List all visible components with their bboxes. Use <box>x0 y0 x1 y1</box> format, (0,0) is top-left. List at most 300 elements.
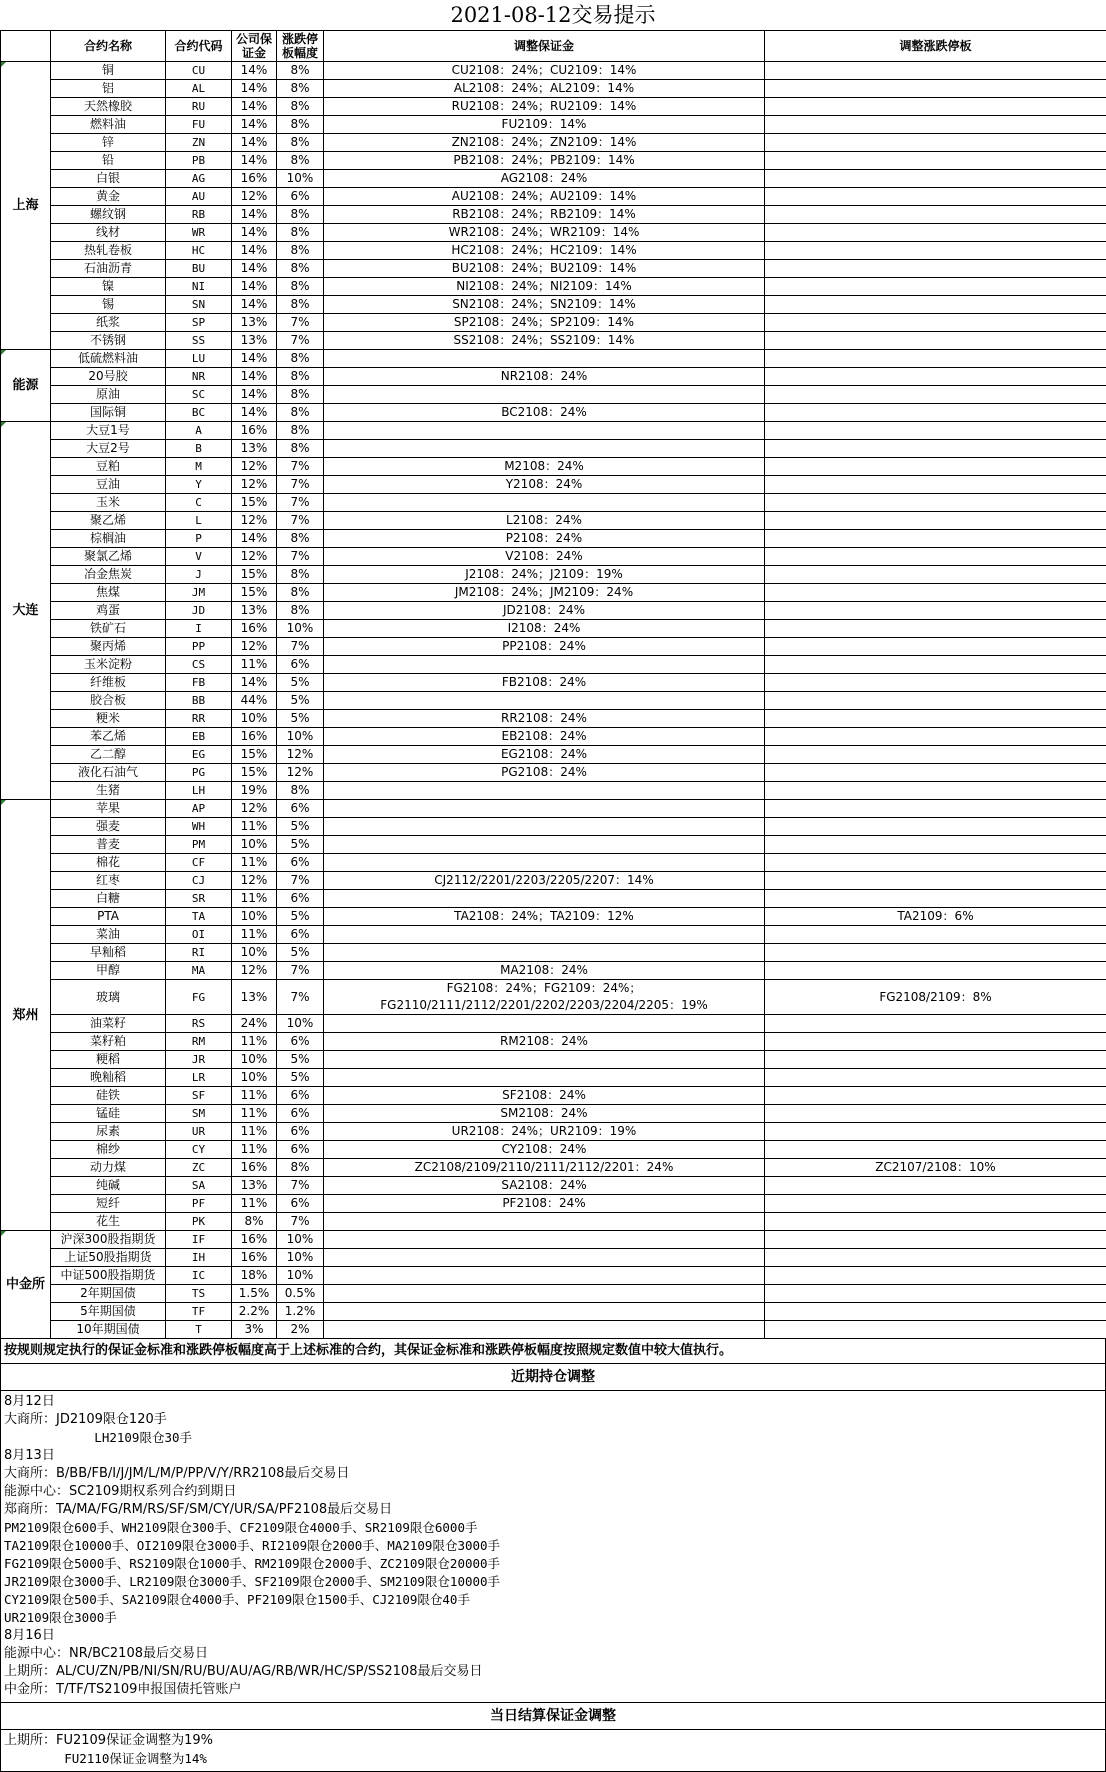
contract-name-cell: 动力煤 <box>51 1159 166 1177</box>
adjusted-limit-cell <box>765 440 1106 458</box>
company-margin-cell: 14% <box>232 98 277 116</box>
contract-code-cell: PG <box>166 764 232 782</box>
contract-row <box>1 1285 1106 1303</box>
company-margin-cell: 14% <box>232 80 277 98</box>
limit-range-cell: 8% <box>277 296 324 314</box>
cell-corner-marker <box>1 62 6 67</box>
contract-code-cell: FB <box>166 674 232 692</box>
contract-row <box>1 1015 1106 1033</box>
contract-code-cell: BU <box>166 260 232 278</box>
limit-range-cell: 6% <box>277 1123 324 1141</box>
company-margin-cell: 10% <box>232 836 277 854</box>
contract-row <box>1 746 1106 764</box>
adjusted-limit-cell <box>765 926 1106 944</box>
adjusted-margin-cell: SS2108：24%；SS2109：14% <box>324 332 765 350</box>
adjusted-limit-cell <box>765 1195 1106 1213</box>
adjusted-limit-cell <box>765 206 1106 224</box>
company-margin-cell: 24% <box>232 1015 277 1033</box>
settlement-margin-block <box>0 1730 1106 1772</box>
contract-name-cell: 国际铜 <box>51 404 166 422</box>
limit-range-cell: 7% <box>277 332 324 350</box>
limit-range-cell: 8% <box>277 440 324 458</box>
contract-name-cell: 热轧卷板 <box>51 242 166 260</box>
contract-name-cell: 苯乙烯 <box>51 728 166 746</box>
adjusted-margin-cell <box>324 818 765 836</box>
contract-code-cell: CU <box>166 62 232 80</box>
company-margin-cell: 10% <box>232 1069 277 1087</box>
contract-code-cell: T <box>166 1321 232 1339</box>
adjusted-limit-cell <box>765 404 1106 422</box>
adjusted-margin-cell: P2108：24% <box>324 530 765 548</box>
contract-name-cell: 粳稻 <box>51 1051 166 1069</box>
adjusted-margin-cell: EG2108：24% <box>324 746 765 764</box>
company-margin-cell: 14% <box>232 530 277 548</box>
limit-range-cell: 8% <box>277 116 324 134</box>
adjusted-margin-cell: AL2108：24%；AL2109：14% <box>324 80 765 98</box>
contract-row <box>1 656 1106 674</box>
contract-code-cell: RM <box>166 1033 232 1051</box>
limit-range-cell: 8% <box>277 98 324 116</box>
company-margin-cell: 3% <box>232 1321 277 1339</box>
adjusted-limit-cell <box>765 1141 1106 1159</box>
contract-name-cell: 铁矿石 <box>51 620 166 638</box>
contract-row <box>1 116 1106 134</box>
limit-range-cell: 7% <box>277 476 324 494</box>
position-line: PM2109限仓600手、WH2109限仓300手、CF2109限仓4000手、SR2109限仓6000手 <box>4 1519 1102 1537</box>
adjusted-limit-cell <box>765 800 1106 818</box>
adjusted-limit-cell <box>765 1267 1106 1285</box>
contract-row <box>1 818 1106 836</box>
contract-name-cell: 锡 <box>51 296 166 314</box>
contract-name-cell: PTA <box>51 908 166 926</box>
position-line: JR2109限仓3000手、LR2109限仓3000手、SF2109限仓2000手、SM2109限仓10000手 <box>4 1573 1102 1591</box>
adjusted-margin-cell: I2108：24% <box>324 620 765 638</box>
contract-code-cell: CF <box>166 854 232 872</box>
company-margin-cell: 18% <box>232 1267 277 1285</box>
contract-row <box>1 278 1106 296</box>
position-line: 大商所：JD2109限仓120手 <box>4 1411 1102 1429</box>
adjusted-margin-cell: PP2108：24% <box>324 638 765 656</box>
adjusted-margin-cell: PG2108：24% <box>324 764 765 782</box>
adjusted-margin-cell <box>324 1267 765 1285</box>
company-margin-cell: 13% <box>232 314 277 332</box>
adjusted-limit-cell <box>765 548 1106 566</box>
adjusted-margin-cell: RR2108：24% <box>324 710 765 728</box>
contract-code-cell: CS <box>166 656 232 674</box>
contract-name-cell: 2年期国债 <box>51 1285 166 1303</box>
contract-row <box>1 1195 1106 1213</box>
contract-row <box>1 476 1106 494</box>
contract-row <box>1 422 1106 440</box>
contract-code-cell: PK <box>166 1213 232 1231</box>
limit-range-cell: 8% <box>277 134 324 152</box>
contract-code-cell: RU <box>166 98 232 116</box>
adjusted-limit-cell <box>765 1177 1106 1195</box>
adjusted-limit-cell <box>765 1213 1106 1231</box>
contract-row <box>1 98 1106 116</box>
limit-range-cell: 5% <box>277 692 324 710</box>
contract-row <box>1 1303 1106 1321</box>
adjusted-margin-cell: Y2108：24% <box>324 476 765 494</box>
header-contract-name: 合约名称 <box>51 31 166 62</box>
adjusted-limit-cell <box>765 1303 1106 1321</box>
position-line: 8月13日 <box>4 1447 1102 1465</box>
company-margin-cell: 11% <box>232 1195 277 1213</box>
limit-range-cell: 8% <box>277 152 324 170</box>
limit-range-cell: 7% <box>277 1213 324 1231</box>
contract-row <box>1 1069 1106 1087</box>
adjusted-margin-cell <box>324 656 765 674</box>
company-margin-cell: 14% <box>232 206 277 224</box>
contract-code-cell: LU <box>166 350 232 368</box>
position-line: LH2109限仓30手 <box>4 1429 1102 1447</box>
contract-code-cell: SF <box>166 1087 232 1105</box>
contract-code-cell: TA <box>166 908 232 926</box>
contract-code-cell: WR <box>166 224 232 242</box>
contract-row <box>1 314 1106 332</box>
contract-name-cell: 豆粕 <box>51 458 166 476</box>
contract-name-cell: 玉米淀粉 <box>51 656 166 674</box>
contract-row <box>1 854 1106 872</box>
contract-code-cell: EB <box>166 728 232 746</box>
company-margin-cell: 14% <box>232 224 277 242</box>
adjusted-margin-cell: AU2108：24%；AU2109：14% <box>324 188 765 206</box>
adjusted-margin-cell: BU2108：24%；BU2109：14% <box>324 260 765 278</box>
company-margin-cell: 11% <box>232 1087 277 1105</box>
adjusted-limit-cell <box>765 854 1106 872</box>
contract-code-cell: SA <box>166 1177 232 1195</box>
adjusted-margin-cell <box>324 836 765 854</box>
contract-code-cell: CJ <box>166 872 232 890</box>
contract-name-cell: 大豆2号 <box>51 440 166 458</box>
limit-range-cell: 7% <box>277 548 324 566</box>
contract-code-cell: SS <box>166 332 232 350</box>
limit-range-cell: 8% <box>277 80 324 98</box>
adjusted-margin-cell <box>324 1015 765 1033</box>
company-margin-cell: 14% <box>232 62 277 80</box>
limit-range-cell: 10% <box>277 1249 324 1267</box>
position-line: 8月12日 <box>4 1393 1102 1411</box>
contract-row <box>1 620 1106 638</box>
contract-code-cell: Y <box>166 476 232 494</box>
position-line: CY2109限仓500手、SA2109限仓4000手、PF2109限仓1500手、CJ2109限仓40手 <box>4 1591 1102 1609</box>
contract-name-cell: 玉米 <box>51 494 166 512</box>
limit-range-cell: 6% <box>277 800 324 818</box>
limit-range-cell: 7% <box>277 1177 324 1195</box>
limit-range-cell: 8% <box>277 530 324 548</box>
contract-code-cell: B <box>166 440 232 458</box>
limit-range-cell: 8% <box>277 350 324 368</box>
company-margin-cell: 15% <box>232 764 277 782</box>
exchange-cell <box>1 62 51 350</box>
contract-code-cell: OI <box>166 926 232 944</box>
contract-code-cell: NI <box>166 278 232 296</box>
adjusted-limit-cell <box>765 818 1106 836</box>
contract-code-cell: SR <box>166 890 232 908</box>
contract-row <box>1 350 1106 368</box>
contract-name-cell: 棕榈油 <box>51 530 166 548</box>
adjusted-limit-cell <box>765 422 1106 440</box>
adjusted-margin-cell <box>324 494 765 512</box>
contract-code-cell: LH <box>166 782 232 800</box>
limit-range-cell: 5% <box>277 674 324 692</box>
contract-code-cell: J <box>166 566 232 584</box>
contract-name-cell: 粳米 <box>51 710 166 728</box>
adjusted-limit-cell: ZC2107/2108：10% <box>765 1159 1106 1177</box>
contract-name-cell: 早籼稻 <box>51 944 166 962</box>
limit-range-cell: 8% <box>277 584 324 602</box>
contract-name-cell: 锰硅 <box>51 1105 166 1123</box>
contract-name-cell: 白糖 <box>51 890 166 908</box>
company-margin-cell: 16% <box>232 1159 277 1177</box>
company-margin-cell: 19% <box>232 782 277 800</box>
contract-name-cell: 镍 <box>51 278 166 296</box>
contract-code-cell: FU <box>166 116 232 134</box>
position-line: 上期所：AL/CU/ZN/PB/NI/SN/RU/BU/AU/AG/RB/WR/HC/SP/SS2108最后交易日 <box>4 1663 1102 1681</box>
adjusted-limit-cell <box>765 296 1106 314</box>
position-line: 8月16日 <box>4 1627 1102 1645</box>
adjusted-margin-cell: RM2108：24% <box>324 1033 765 1051</box>
company-margin-cell: 15% <box>232 494 277 512</box>
adjusted-margin-cell <box>324 890 765 908</box>
adjusted-limit-cell <box>765 512 1106 530</box>
adjusted-margin-cell: FG2108：24%；FG2109：24%； FG2110/2111/2112/2201/2202/2203/2204/2205：19% <box>324 980 765 1015</box>
exchange-name: 大连 <box>12 603 38 618</box>
limit-range-cell: 5% <box>277 1051 324 1069</box>
company-margin-cell: 14% <box>232 404 277 422</box>
limit-range-cell: 5% <box>277 1069 324 1087</box>
adjusted-limit-cell <box>765 1321 1106 1339</box>
adjusted-margin-cell <box>324 1231 765 1249</box>
adjusted-margin-cell <box>324 944 765 962</box>
contract-row <box>1 1123 1106 1141</box>
contract-row <box>1 1177 1106 1195</box>
adjusted-margin-cell: BC2108：24% <box>324 404 765 422</box>
limit-range-cell: 5% <box>277 818 324 836</box>
contract-name-cell: 燃料油 <box>51 116 166 134</box>
adjusted-limit-cell <box>765 260 1106 278</box>
contract-name-cell: 冶金焦炭 <box>51 566 166 584</box>
settlement-line: 上期所：FU2109保证金调整为19% <box>4 1732 1102 1750</box>
contract-code-cell: SN <box>166 296 232 314</box>
limit-range-cell: 7% <box>277 314 324 332</box>
cell-corner-marker <box>1 422 6 427</box>
contract-code-cell: JD <box>166 602 232 620</box>
company-margin-cell: 12% <box>232 476 277 494</box>
contract-row <box>1 710 1106 728</box>
adjusted-limit-cell <box>765 944 1106 962</box>
contract-row <box>1 980 1106 1015</box>
adjusted-margin-cell: ZC2108/2109/2110/2111/2112/2201：24% <box>324 1159 765 1177</box>
limit-range-cell: 8% <box>277 368 324 386</box>
company-margin-cell: 15% <box>232 584 277 602</box>
position-line: 中金所：T/TF/TS2109申报国债托管账户 <box>4 1681 1102 1699</box>
adjusted-margin-cell: SP2108：24%；SP2109：14% <box>324 314 765 332</box>
adjusted-limit-cell <box>765 1105 1106 1123</box>
limit-range-cell: 6% <box>277 1087 324 1105</box>
company-margin-cell: 11% <box>232 854 277 872</box>
contract-row <box>1 674 1106 692</box>
limit-range-cell: 6% <box>277 1105 324 1123</box>
adjusted-limit-cell <box>765 476 1106 494</box>
contract-row <box>1 1213 1106 1231</box>
company-margin-cell: 11% <box>232 890 277 908</box>
adjusted-margin-cell: L2108：24% <box>324 512 765 530</box>
contract-code-cell: RS <box>166 1015 232 1033</box>
adjusted-margin-cell: CY2108：24% <box>324 1141 765 1159</box>
adjusted-limit-cell <box>765 584 1106 602</box>
contract-code-cell: L <box>166 512 232 530</box>
adjusted-margin-cell: M2108：24% <box>324 458 765 476</box>
adjusted-margin-cell: HC2108：24%；HC2109：14% <box>324 242 765 260</box>
contract-row <box>1 1159 1106 1177</box>
contract-row <box>1 584 1106 602</box>
contract-row <box>1 728 1106 746</box>
contract-name-cell: 焦煤 <box>51 584 166 602</box>
contract-name-cell: 苹果 <box>51 800 166 818</box>
cell-corner-marker <box>1 1231 6 1236</box>
contract-row <box>1 692 1106 710</box>
company-margin-cell: 10% <box>232 944 277 962</box>
limit-range-cell: 8% <box>277 422 324 440</box>
adjusted-limit-cell <box>765 962 1106 980</box>
limit-range-cell: 8% <box>277 260 324 278</box>
margin-table-body <box>1 31 1106 1339</box>
contract-name-cell: 硅铁 <box>51 1087 166 1105</box>
contract-code-cell: HC <box>166 242 232 260</box>
limit-range-cell: 7% <box>277 980 324 1015</box>
contract-name-cell: 低硫燃料油 <box>51 350 166 368</box>
settlement-line: FU2110保证金调整为14% <box>4 1750 1102 1768</box>
limit-range-cell: 7% <box>277 962 324 980</box>
rule-note: 按规则规定执行的保证金标准和涨跌停板幅度高于上述标准的合约，其保证金标准和涨跌停板幅度按照规定数值中较大值执行。 <box>0 1339 1106 1364</box>
adjusted-margin-cell <box>324 782 765 800</box>
contract-row <box>1 386 1106 404</box>
contract-name-cell: 短纤 <box>51 1195 166 1213</box>
adjusted-limit-cell <box>765 1123 1106 1141</box>
cell-corner-marker <box>1 350 6 355</box>
company-margin-cell: 11% <box>232 1105 277 1123</box>
contract-code-cell: I <box>166 620 232 638</box>
adjusted-margin-cell: EB2108：24% <box>324 728 765 746</box>
contract-row <box>1 134 1106 152</box>
contract-name-cell: 锌 <box>51 134 166 152</box>
exchange-name: 郑州 <box>12 1008 38 1023</box>
company-margin-cell: 12% <box>232 458 277 476</box>
contract-code-cell: RI <box>166 944 232 962</box>
company-margin-cell: 16% <box>232 620 277 638</box>
page-title: 2021-08-12交易提示 <box>0 0 1106 30</box>
header-limit-range: 涨跌停板幅度 <box>277 31 324 62</box>
company-margin-cell: 13% <box>232 1177 277 1195</box>
contract-row <box>1 296 1106 314</box>
contract-name-cell: 强麦 <box>51 818 166 836</box>
limit-range-cell: 7% <box>277 458 324 476</box>
adjusted-limit-cell: FG2108/2109：8% <box>765 980 1106 1015</box>
adjusted-limit-cell <box>765 242 1106 260</box>
adjusted-limit-cell <box>765 872 1106 890</box>
contract-name-cell: 聚乙烯 <box>51 512 166 530</box>
contract-name-cell: 鸡蛋 <box>51 602 166 620</box>
adjusted-margin-cell: JD2108：24% <box>324 602 765 620</box>
contract-code-cell: TF <box>166 1303 232 1321</box>
contract-code-cell: RR <box>166 710 232 728</box>
adjusted-limit-cell <box>765 458 1106 476</box>
contract-code-cell: ZC <box>166 1159 232 1177</box>
adjusted-margin-cell: JM2108：24%；JM2109：24% <box>324 584 765 602</box>
adjusted-margin-cell: J2108：24%；J2109：19% <box>324 566 765 584</box>
adjusted-margin-cell <box>324 1249 765 1267</box>
company-margin-cell: 12% <box>232 638 277 656</box>
contract-row <box>1 566 1106 584</box>
contract-name-cell: 乙二醇 <box>51 746 166 764</box>
contract-row <box>1 224 1106 242</box>
adjusted-margin-cell: RU2108：24%；RU2109：14% <box>324 98 765 116</box>
company-margin-cell: 12% <box>232 962 277 980</box>
position-line: 能源中心：SC2109期权系列合约到期日 <box>4 1483 1102 1501</box>
contract-code-cell: M <box>166 458 232 476</box>
limit-range-cell: 7% <box>277 512 324 530</box>
contract-name-cell: 螺纹钢 <box>51 206 166 224</box>
cell-corner-marker <box>1 800 6 805</box>
adjusted-margin-cell: MA2108：24% <box>324 962 765 980</box>
exchange-cell <box>1 350 51 422</box>
company-margin-cell: 44% <box>232 692 277 710</box>
company-margin-cell: 14% <box>232 674 277 692</box>
company-margin-cell: 11% <box>232 1123 277 1141</box>
position-adjustment-block <box>0 1391 1106 1703</box>
contract-code-cell: AL <box>166 80 232 98</box>
company-margin-cell: 8% <box>232 1213 277 1231</box>
contract-row <box>1 188 1106 206</box>
company-margin-cell: 13% <box>232 602 277 620</box>
contract-code-cell: TS <box>166 1285 232 1303</box>
company-margin-cell: 14% <box>232 368 277 386</box>
company-margin-cell: 13% <box>232 440 277 458</box>
adjusted-limit-cell <box>765 224 1106 242</box>
limit-range-cell: 10% <box>277 1015 324 1033</box>
position-line: FG2109限仓5000手、RS2109限仓1000手、RM2109限仓2000手、ZC2109限仓20000手 <box>4 1555 1102 1573</box>
contract-code-cell: ZN <box>166 134 232 152</box>
limit-range-cell: 6% <box>277 188 324 206</box>
contract-row <box>1 800 1106 818</box>
header-company-margin: 公司保证金 <box>232 31 277 62</box>
company-margin-cell: 12% <box>232 548 277 566</box>
exchange-cell <box>1 1231 51 1339</box>
contract-code-cell: IF <box>166 1231 232 1249</box>
contract-row <box>1 602 1106 620</box>
adjusted-margin-cell <box>324 854 765 872</box>
contract-name-cell: 天然橡胶 <box>51 98 166 116</box>
contract-row <box>1 548 1106 566</box>
contract-code-cell: A <box>166 422 232 440</box>
contract-name-cell: 白银 <box>51 170 166 188</box>
contract-row <box>1 260 1106 278</box>
contract-row <box>1 368 1106 386</box>
adjusted-margin-cell: NR2108：24% <box>324 368 765 386</box>
adjusted-margin-cell <box>324 422 765 440</box>
limit-range-cell: 8% <box>277 602 324 620</box>
contract-code-cell: SC <box>166 386 232 404</box>
adjusted-margin-cell <box>324 1303 765 1321</box>
contract-row <box>1 1141 1106 1159</box>
adjusted-margin-cell: PF2108：24% <box>324 1195 765 1213</box>
adjusted-margin-cell: AG2108：24% <box>324 170 765 188</box>
company-margin-cell: 16% <box>232 728 277 746</box>
contract-name-cell: 铜 <box>51 62 166 80</box>
contract-code-cell: SP <box>166 314 232 332</box>
adjusted-limit-cell <box>765 728 1106 746</box>
